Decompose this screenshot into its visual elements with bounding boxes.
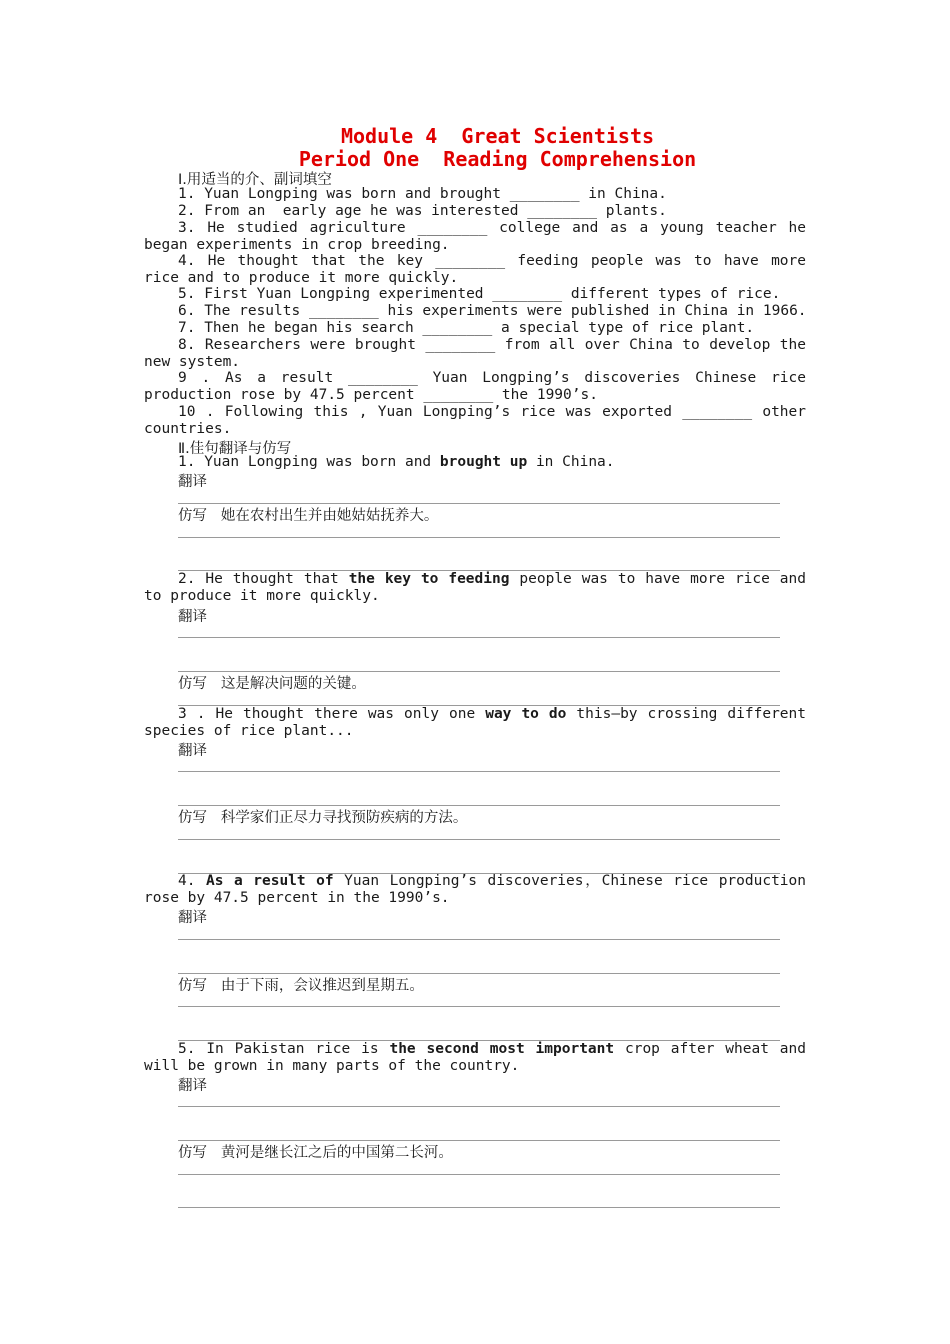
sentence-3: 3 . He thought there was only one way to do this—by crossing different species of rice plant... xyxy=(144,706,806,739)
imitate-label: 仿写 这是解决问题的关键。 xyxy=(178,676,366,692)
answer-line xyxy=(178,771,780,772)
fill-item-1: 1. Yuan Longping was born and brought ________ in China. xyxy=(178,186,667,202)
answer-line xyxy=(178,1174,780,1175)
translate-label: 翻译 xyxy=(178,910,207,926)
fill-item-10: 10 . Following this , Yuan Longping’s rice was exported ________ other countries. xyxy=(144,404,806,437)
fill-item-8: 8. Researchers were brought ________ from all over China to develop the new system. xyxy=(144,337,806,370)
period-title: Period One Reading Comprehension xyxy=(298,147,697,171)
fill-item-5: 5. First Yuan Longping experimented ________ different types of rice. xyxy=(178,286,781,302)
part1-heading: Ⅰ.用适当的介、副词填空 xyxy=(178,172,332,188)
answer-line xyxy=(178,1006,780,1007)
translate-label: 翻译 xyxy=(178,743,207,759)
answer-line xyxy=(178,939,780,940)
sentence-5: 5. In Pakistan rice is the second most important crop after wheat and will be grown in many parts of the country. xyxy=(144,1041,806,1074)
fill-item-2: 2. From an early age he was interested ________ plants. xyxy=(178,203,667,219)
answer-line xyxy=(178,1207,780,1208)
fill-item-7: 7. Then he began his search ________ a special type of rice plant. xyxy=(178,320,755,336)
imitate-label: 仿写 科学家们正尽力寻找预防疾病的方法。 xyxy=(178,810,468,826)
imitate-label: 仿写 她在农村出生并由她姑姑抚养大。 xyxy=(178,508,439,524)
imitate-label: 仿写 黄河是继长江之后的中国第二长河。 xyxy=(178,1145,453,1161)
answer-line xyxy=(178,637,780,638)
part2-heading: Ⅱ.佳句翻译与仿写 xyxy=(178,441,292,457)
translate-label: 翻译 xyxy=(178,609,207,625)
answer-line xyxy=(178,537,780,538)
answer-line xyxy=(178,839,780,840)
translate-label: 翻译 xyxy=(178,1078,207,1094)
fill-item-9: 9 . As a result ________ Yuan Longping’s discoveries Chinese rice production rose by 47.5 percent ________ the 1990’s. xyxy=(144,370,806,403)
translate-label: 翻译 xyxy=(178,474,207,490)
sentence-2: 2. He thought that the key to feeding people was to have more rice and to produce it more quickly. xyxy=(144,571,806,604)
answer-line xyxy=(178,1106,780,1107)
module-title: Module 4 Great Scientists xyxy=(340,124,655,148)
fill-item-4: 4. He thought that the key ________ feeding people was to have more rice and to produce it more quickly. xyxy=(144,253,806,286)
sentence-1: 1. Yuan Longping was born and brought up in China. xyxy=(178,454,615,470)
imitate-label: 仿写 由于下雨，会议推迟到星期五。 xyxy=(178,978,424,994)
fill-item-3: 3. He studied agriculture ________ college and as a young teacher he began experiments in crop breeding. xyxy=(144,220,806,253)
fill-item-6: 6. The results ________ his experiments were published in China in 1966. xyxy=(178,303,807,319)
sentence-4: 4. As a result of Yuan Longping’s discoveries，Chinese rice production rose by 47.5 percent in the 1990’s. xyxy=(144,873,806,906)
